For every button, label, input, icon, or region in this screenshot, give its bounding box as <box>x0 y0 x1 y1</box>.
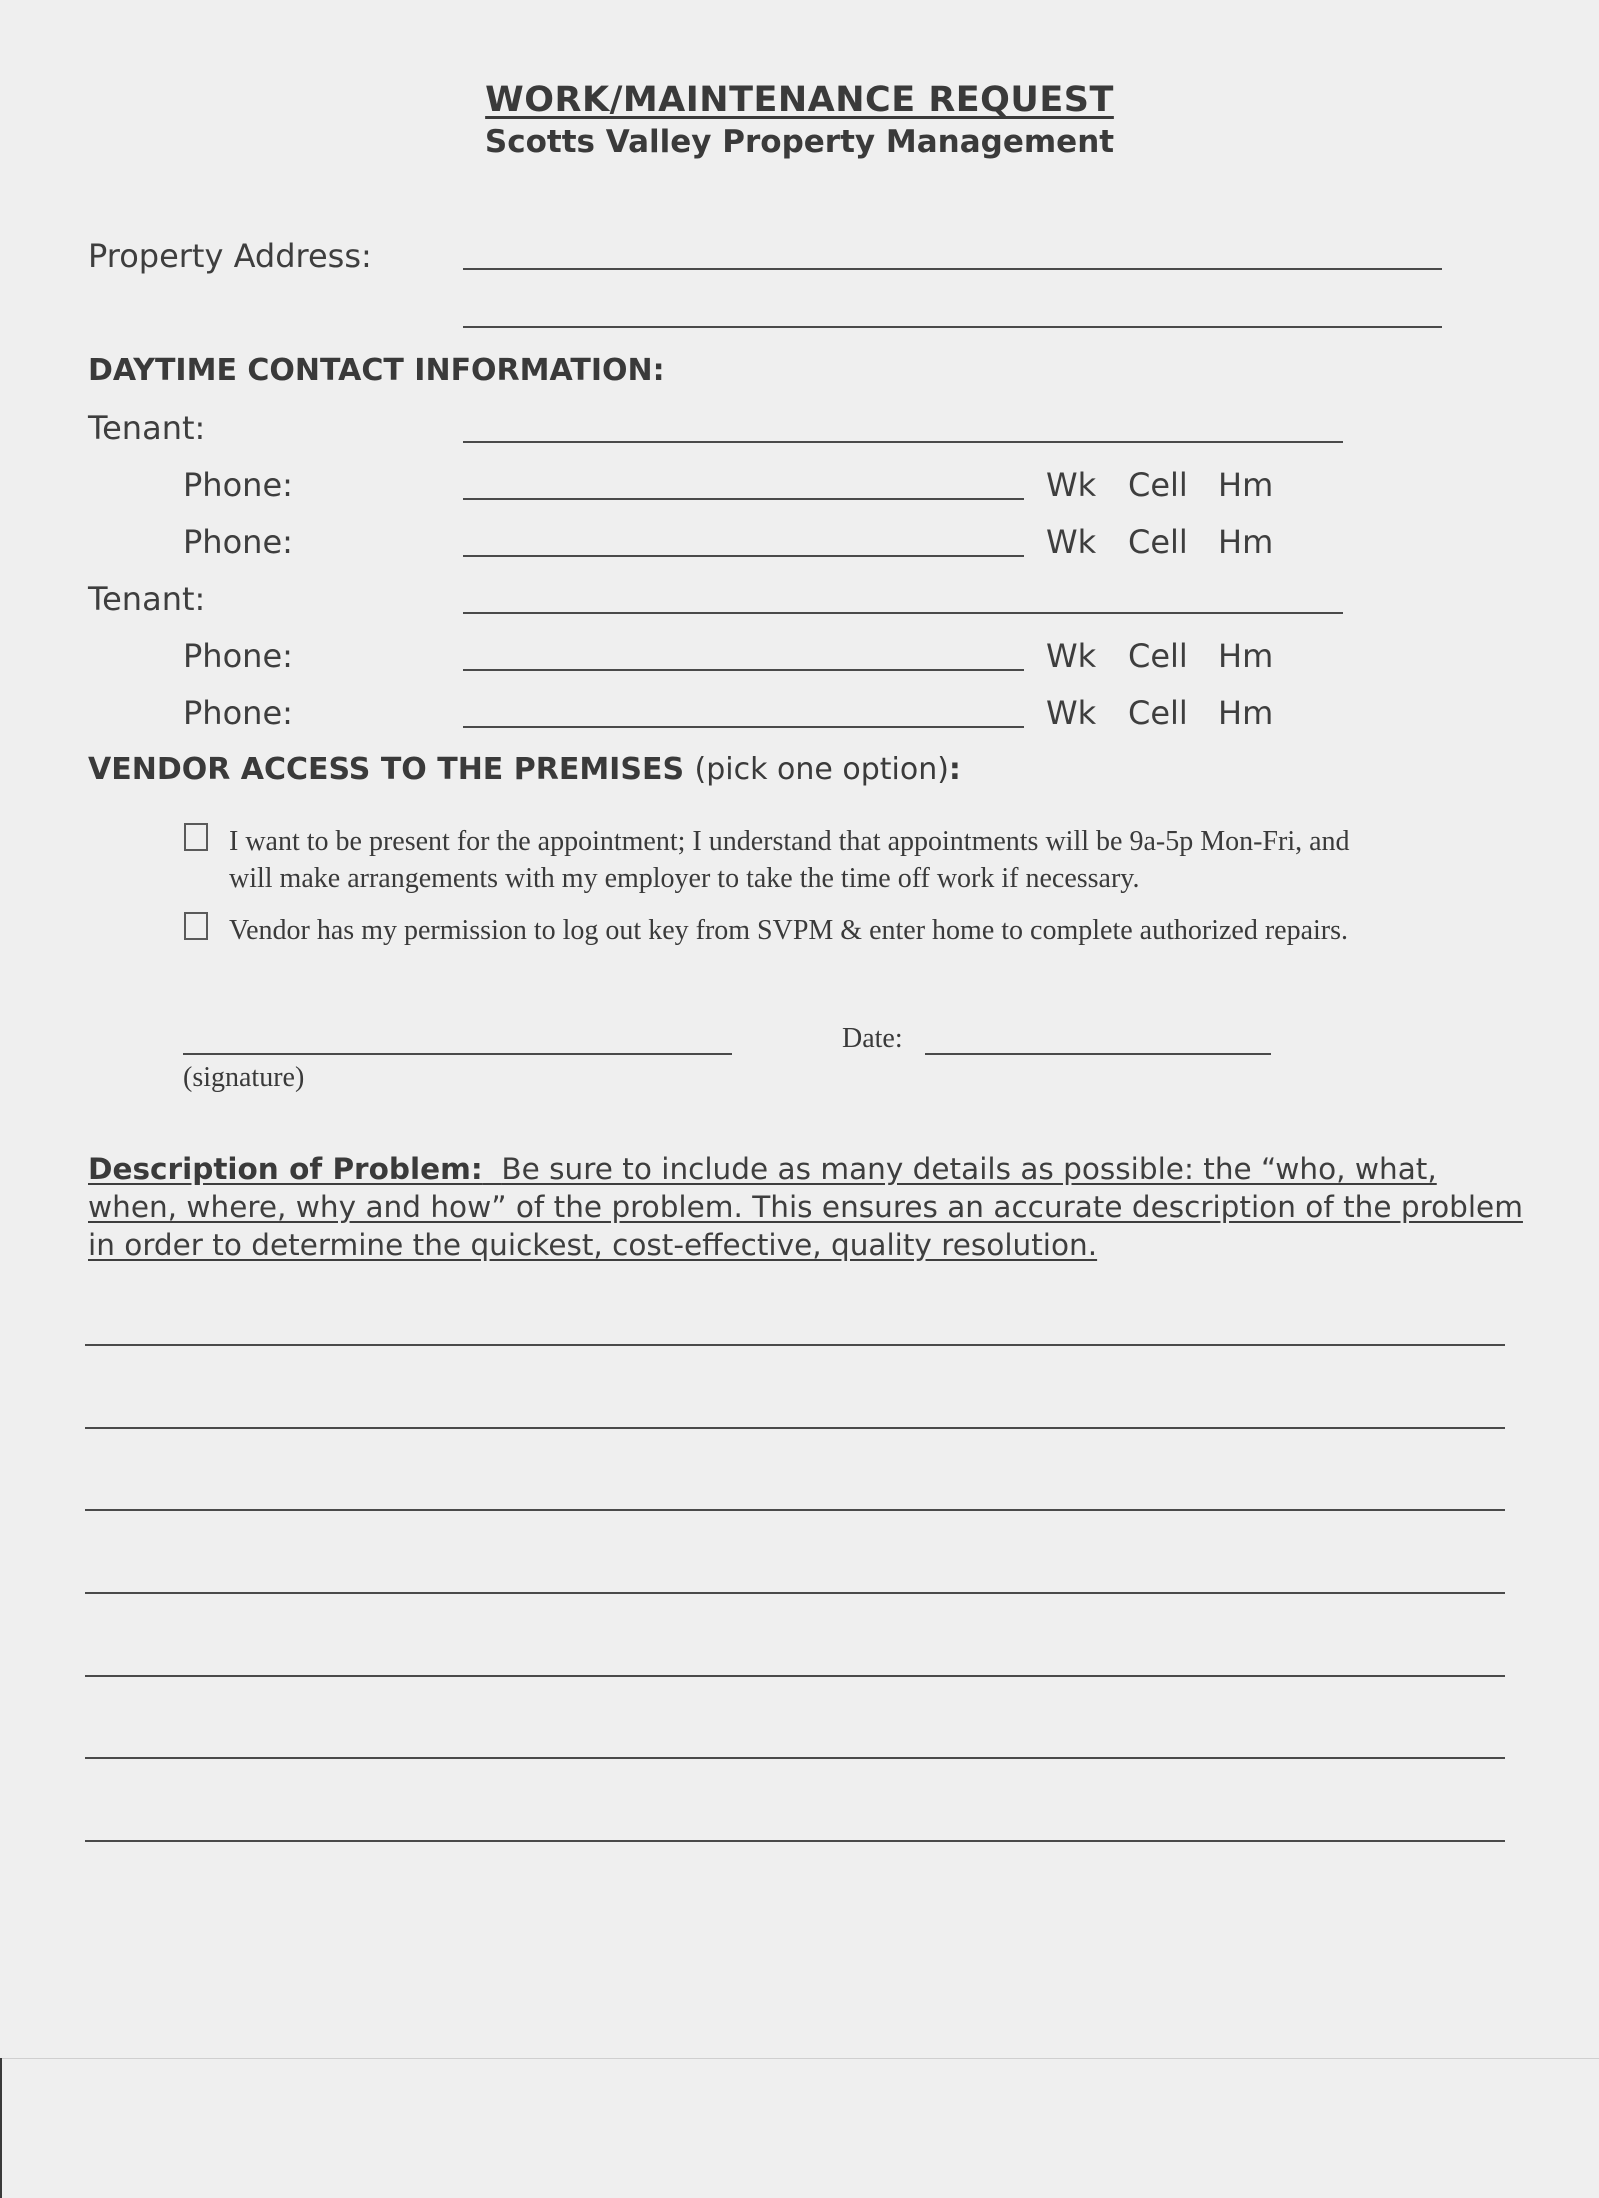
phone-type-wk[interactable]: Wk <box>1046 694 1097 732</box>
description-heading: Description of Problem: <box>88 1152 483 1186</box>
property-address-line-1[interactable] <box>463 268 1442 270</box>
tenant-1-phone-1-label: Phone: <box>183 466 293 504</box>
description-of-problem <box>88 1150 1528 1264</box>
description-line-1[interactable] <box>85 1344 1505 1346</box>
signature-label: (signature) <box>183 1062 305 1093</box>
present-for-appointment-checkbox[interactable] <box>184 823 208 851</box>
phone-type-wk[interactable]: Wk <box>1046 466 1097 504</box>
date-label: Date: <box>842 1023 903 1054</box>
daytime-contact-heading: DAYTIME CONTACT INFORMATION: <box>88 353 665 388</box>
tenant-1-phone-1-line[interactable] <box>463 498 1024 500</box>
tenant-2-phone-1-label: Phone: <box>183 637 293 675</box>
tenant-2-label: Tenant: <box>88 580 206 618</box>
tenant-2-phone-2-label: Phone: <box>183 694 293 732</box>
phone-type-hm[interactable]: Hm <box>1218 466 1274 504</box>
phone-type-hm[interactable]: Hm <box>1218 523 1274 561</box>
company-name: Scotts Valley Property Management <box>484 124 1115 160</box>
description-line-3[interactable] <box>85 1509 1505 1511</box>
option-vendor-permission: Vendor has my permission to log out key from SVPM & enter home to complete authorized repairs. <box>229 915 1349 946</box>
form-title: WORK/MAINTENANCE REQUEST <box>485 80 1114 120</box>
phone-type-hm[interactable]: Hm <box>1218 694 1274 732</box>
tenant-2-phone-1-line[interactable] <box>463 669 1024 671</box>
phone-type-hm[interactable]: Hm <box>1218 637 1274 675</box>
description-line-4[interactable] <box>85 1592 1505 1594</box>
vendor-access-heading-bold: VENDOR ACCESS TO THE PREMISES <box>88 752 685 787</box>
vendor-access-heading-note: (pick one option) <box>694 752 949 787</box>
phone-type-wk[interactable]: Wk <box>1046 523 1097 561</box>
phone-type-wk[interactable]: Wk <box>1046 637 1097 675</box>
option-present-line-2: will make arrangements with my employer to take the time off work if necessary. <box>229 863 1140 894</box>
scan-left-edge <box>0 2058 2 2198</box>
date-line[interactable] <box>925 1053 1271 1055</box>
property-address-label: Property Address: <box>88 237 372 275</box>
vendor-access-heading <box>88 752 961 787</box>
description-line-2[interactable] <box>85 1427 1505 1429</box>
vendor-permission-checkbox[interactable] <box>184 912 208 940</box>
phone-type-cell[interactable]: Cell <box>1128 637 1188 675</box>
scan-page-edge <box>0 2058 1599 2059</box>
tenant-1-label: Tenant: <box>88 409 206 447</box>
option-present-line-1: I want to be present for the appointment; I understand that appointments will be 9a-5p Mon-Fri, and <box>229 826 1350 857</box>
tenant-1-line[interactable] <box>463 441 1343 443</box>
description-line-6[interactable] <box>85 1757 1505 1759</box>
tenant-1-phone-2-line[interactable] <box>463 555 1024 557</box>
tenant-1-phone-2-label: Phone: <box>183 523 293 561</box>
description-line-5[interactable] <box>85 1675 1505 1677</box>
signature-line[interactable] <box>183 1053 732 1055</box>
description-text: Be sure to include as many details as possible: the “who, what, when, where, why and how” of the problem. This ensures an accurate description of the problem in order to determine the quickest, cost-effective, quality resolution. <box>88 1152 1523 1262</box>
phone-type-cell[interactable]: Cell <box>1128 694 1188 732</box>
tenant-2-phone-2-line[interactable] <box>463 726 1024 728</box>
vendor-access-heading-colon: : <box>948 752 961 787</box>
phone-type-cell[interactable]: Cell <box>1128 523 1188 561</box>
phone-type-cell[interactable]: Cell <box>1128 466 1188 504</box>
description-line-7[interactable] <box>85 1840 1505 1842</box>
tenant-2-line[interactable] <box>463 612 1343 614</box>
property-address-line-2[interactable] <box>463 326 1442 328</box>
